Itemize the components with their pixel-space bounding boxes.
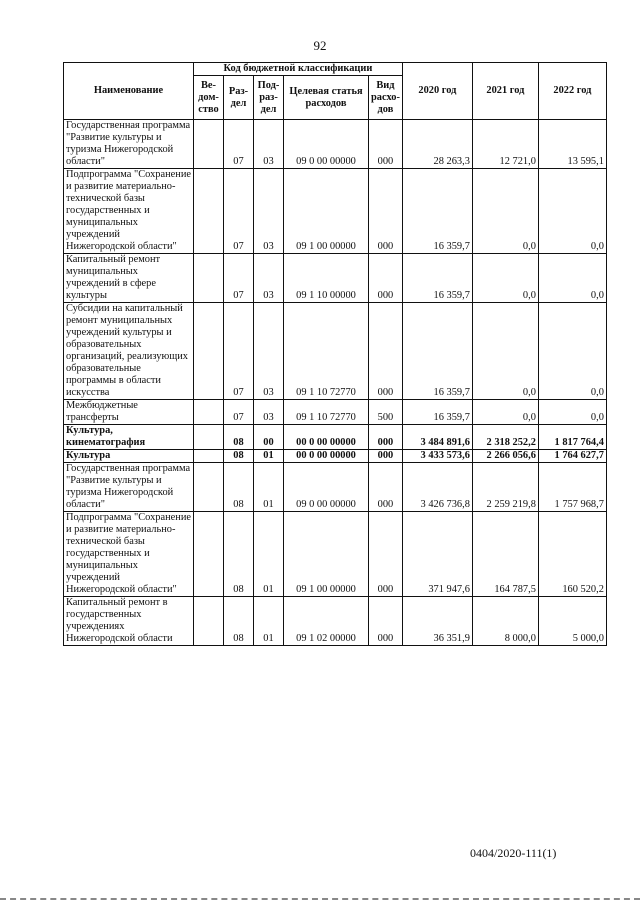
cell-y2020: 3 433 573,6	[402, 450, 472, 463]
header-code-group: Код бюджетной классификации	[194, 63, 403, 76]
header-razdel: Раз-дел	[224, 76, 254, 120]
cell-csr: 00 0 00 00000	[284, 425, 369, 450]
cell-y2021: 0,0	[472, 254, 538, 303]
cell-vr: 000	[369, 120, 403, 169]
cell-name: Капитальный ремонт муниципальных учреждений в сфере культуры	[64, 254, 194, 303]
cell-csr: 09 0 00 00000	[284, 463, 369, 512]
cell-y2021: 2 266 056,6	[472, 450, 538, 463]
cell-name: Подпрограмма "Сохранение и развитие материально-технической базы государственных и муниципальных учреждений Нижегородской области"	[64, 512, 194, 597]
cell-csr: 09 1 10 72770	[284, 400, 369, 425]
cell-podrazdel: 03	[254, 254, 284, 303]
cell-razdel: 07	[224, 120, 254, 169]
cell-y2020: 3 484 891,6	[402, 425, 472, 450]
cell-razdel: 08	[224, 512, 254, 597]
header-ved: Ве-дом-ство	[194, 76, 224, 120]
cell-podrazdel: 01	[254, 512, 284, 597]
cell-vr: 000	[369, 254, 403, 303]
header-name: Наименование	[64, 63, 194, 120]
document-code: 0404/2020-111(1)	[470, 846, 557, 860]
page-number: 92	[313, 38, 327, 53]
cell-y2021: 0,0	[472, 400, 538, 425]
cell-y2022: 0,0	[538, 400, 606, 425]
cell-razdel: 08	[224, 597, 254, 646]
table-row	[64, 169, 607, 254]
header-2022: 2022 год	[538, 63, 606, 120]
cell-y2020: 16 359,7	[402, 303, 472, 400]
cell-ved	[194, 120, 224, 169]
cell-y2020: 28 263,3	[402, 120, 472, 169]
cell-name: Межбюджетные трансферты	[64, 400, 194, 425]
cell-y2022: 5 000,0	[538, 597, 606, 646]
cell-csr: 00 0 00 00000	[284, 450, 369, 463]
cell-y2021: 2 318 252,2	[472, 425, 538, 450]
header-2020: 2020 год	[402, 63, 472, 120]
table-row	[64, 254, 607, 303]
cell-csr: 09 1 00 00000	[284, 169, 369, 254]
cell-ved	[194, 425, 224, 450]
cell-y2020: 36 351,9	[402, 597, 472, 646]
cell-razdel: 08	[224, 463, 254, 512]
cell-y2020: 16 359,7	[402, 400, 472, 425]
table-row	[64, 303, 607, 400]
cell-vr: 000	[369, 450, 403, 463]
cell-razdel: 07	[224, 169, 254, 254]
cell-y2020: 16 359,7	[402, 169, 472, 254]
cell-razdel: 08	[224, 450, 254, 463]
cell-name: Субсидии на капитальный ремонт муниципальных учреждений культуры и образовательных организаций, реализующих образовательные программы в области искусства	[64, 303, 194, 400]
cell-ved	[194, 303, 224, 400]
cell-name: Культура	[64, 450, 194, 463]
table-row	[64, 597, 607, 646]
cell-name: Культура, кинематография	[64, 425, 194, 450]
cell-vr: 000	[369, 597, 403, 646]
cell-vr: 000	[369, 303, 403, 400]
cell-podrazdel: 01	[254, 463, 284, 512]
cell-name: Государственная программа "Развитие культуры и туризма Нижегородской области"	[64, 120, 194, 169]
cell-name: Государственная программа "Развитие культуры и туризма Нижегородской области"	[64, 463, 194, 512]
cell-podrazdel: 03	[254, 303, 284, 400]
cell-podrazdel: 01	[254, 450, 284, 463]
cell-y2021: 164 787,5	[472, 512, 538, 597]
cell-ved	[194, 597, 224, 646]
cell-vr: 500	[369, 400, 403, 425]
cell-razdel: 07	[224, 400, 254, 425]
cell-ved	[194, 463, 224, 512]
cell-podrazdel: 01	[254, 597, 284, 646]
cell-vr: 000	[369, 169, 403, 254]
cell-ved	[194, 169, 224, 254]
cell-ved	[194, 512, 224, 597]
cell-y2022: 13 595,1	[538, 120, 606, 169]
table-row	[64, 450, 607, 463]
header-2021: 2021 год	[472, 63, 538, 120]
cell-y2022: 0,0	[538, 303, 606, 400]
cell-podrazdel: 03	[254, 169, 284, 254]
cell-y2022: 0,0	[538, 169, 606, 254]
cell-razdel: 07	[224, 254, 254, 303]
cell-podrazdel: 03	[254, 400, 284, 425]
cell-vr: 000	[369, 425, 403, 450]
cell-razdel: 07	[224, 303, 254, 400]
header-csr: Целевая статья расходов	[284, 76, 369, 120]
table-row	[64, 425, 607, 450]
cell-y2022: 1 757 968,7	[538, 463, 606, 512]
table-row	[64, 120, 607, 169]
cell-vr: 000	[369, 512, 403, 597]
cell-y2022: 1 817 764,4	[538, 425, 606, 450]
cell-y2021: 2 259 219,8	[472, 463, 538, 512]
cell-y2022: 0,0	[538, 254, 606, 303]
cell-y2022: 160 520,2	[538, 512, 606, 597]
cell-ved	[194, 450, 224, 463]
cell-name: Подпрограмма "Сохранение и развитие материально-технической базы государственных и муниципальных учреждений Нижегородской области"	[64, 169, 194, 254]
cell-y2020: 371 947,6	[402, 512, 472, 597]
cell-y2020: 3 426 736,8	[402, 463, 472, 512]
cell-csr: 09 1 10 72770	[284, 303, 369, 400]
cell-ved	[194, 254, 224, 303]
cell-name: Капитальный ремонт в государственных учреждениях Нижегородской области	[64, 597, 194, 646]
cell-y2022: 1 764 627,7	[538, 450, 606, 463]
cell-razdel: 08	[224, 425, 254, 450]
cell-y2021: 8 000,0	[472, 597, 538, 646]
cell-csr: 09 1 10 00000	[284, 254, 369, 303]
cell-y2021: 0,0	[472, 303, 538, 400]
cell-csr: 09 1 00 00000	[284, 512, 369, 597]
cell-ved	[194, 400, 224, 425]
cell-y2021: 0,0	[472, 169, 538, 254]
cell-podrazdel: 03	[254, 120, 284, 169]
table-row	[64, 512, 607, 597]
header-vr: Вид расхо-дов	[369, 76, 403, 120]
header-podrazdel: Под-раз-дел	[254, 76, 284, 120]
table-row	[64, 463, 607, 512]
cell-vr: 000	[369, 463, 403, 512]
cell-y2021: 12 721,0	[472, 120, 538, 169]
cell-csr: 09 0 00 00000	[284, 120, 369, 169]
cell-csr: 09 1 02 00000	[284, 597, 369, 646]
cell-podrazdel: 00	[254, 425, 284, 450]
scan-edge-line	[0, 898, 640, 900]
budget-table	[63, 62, 607, 646]
cell-y2020: 16 359,7	[402, 254, 472, 303]
table-row	[64, 400, 607, 425]
